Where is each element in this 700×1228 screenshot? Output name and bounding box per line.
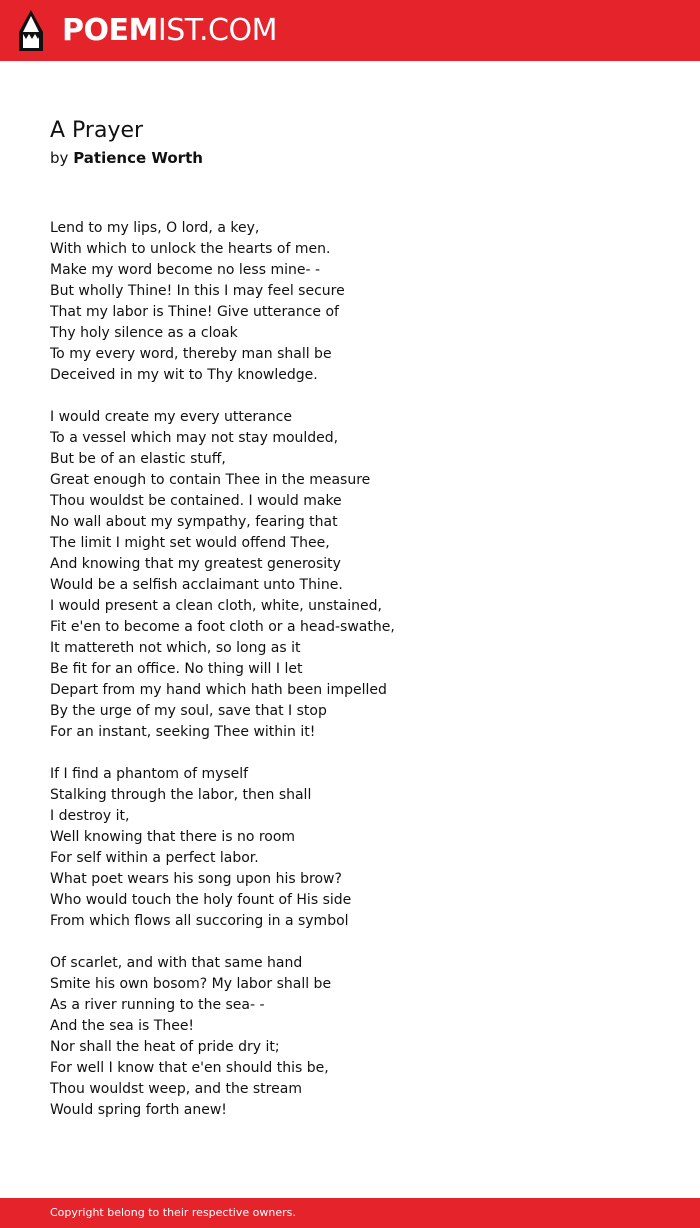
poem-line: The limit I might set would offend Thee, <box>50 535 330 551</box>
stanza <box>50 953 670 1121</box>
poem-line: What poet wears his song upon his brow? <box>50 871 342 887</box>
poem-line: No wall about my sympathy, fearing that <box>50 514 338 530</box>
poem-line: Thou wouldst weep, and the stream <box>50 1081 302 1097</box>
site-footer <box>0 1198 700 1228</box>
logo-bold-text: POEM <box>62 13 158 48</box>
poem-line: Would be a selfish acclaimant unto Thine. <box>50 577 343 593</box>
poem-line: With which to unlock the hearts of men. <box>50 241 331 257</box>
poem-line: To a vessel which may not stay moulded, <box>50 430 339 446</box>
poem-line: For self within a perfect labor. <box>50 850 259 866</box>
poem-line: I would present a clean cloth, white, unstained, <box>50 598 382 614</box>
pencil-nib-icon[interactable] <box>18 10 44 51</box>
stanza <box>50 407 670 743</box>
poem-line: Nor shall the heat of pride dry it; <box>50 1039 280 1055</box>
poem-line: Great enough to contain Thee in the measure <box>50 472 371 488</box>
poem-line: I destroy it, <box>50 808 130 824</box>
poem-line: Lend to my lips, O lord, a key, <box>50 220 260 236</box>
poem-body <box>50 218 670 1142</box>
poem-line: Fit e'en to become a foot cloth or a head-swathe, <box>50 619 395 635</box>
site-header <box>0 0 700 61</box>
poem-line: But wholly Thine! In this I may feel secure <box>50 283 345 299</box>
poem-line: Thou wouldst be contained. I would make <box>50 493 342 509</box>
poem-line: Be fit for an office. No thing will I let <box>50 661 303 677</box>
poem-line: It mattereth not which, so long as it <box>50 640 301 656</box>
poem-line: Thy holy silence as a cloak <box>50 325 238 341</box>
poem-line: Smite his own bosom? My labor shall be <box>50 976 332 992</box>
poem-line: Deceived in my wit to Thy knowledge. <box>50 367 318 383</box>
poem-title: A Prayer <box>50 118 144 143</box>
poem-line: Who would touch the holy fount of His side <box>50 892 352 908</box>
poem-line: Depart from my hand which hath been impelled <box>50 682 387 698</box>
poem-line: And knowing that my greatest generosity <box>50 556 341 572</box>
poem-line: For well I know that e'en should this be, <box>50 1060 329 1076</box>
poem-line: And the sea is Thee! <box>50 1018 195 1034</box>
copyright-notice: Copyright belong to their respective owners. <box>50 1206 296 1219</box>
poem-line: That my labor is Thine! Give utterance of <box>50 304 339 320</box>
poem-line: Would spring forth anew! <box>50 1102 227 1118</box>
byline <box>50 148 203 169</box>
poem-line: From which flows all succoring in a symbol <box>50 913 349 929</box>
site-logo[interactable] <box>62 13 277 49</box>
poem-line: I would create my every utterance <box>50 409 292 425</box>
poem-line: As a river running to the sea- - <box>50 997 265 1013</box>
logo-light-text: IST.COM <box>157 13 277 48</box>
author-name[interactable]: Patience Worth <box>73 149 203 167</box>
poem-line: Of scarlet, and with that same hand <box>50 955 303 971</box>
stanza <box>50 764 670 932</box>
stanza <box>50 218 670 386</box>
poem-line: But be of an elastic stuff, <box>50 451 226 467</box>
poem-line: By the urge of my soul, save that I stop <box>50 703 327 719</box>
byline-prefix: by <box>50 149 69 167</box>
poem-line: If I find a phantom of myself <box>50 766 249 782</box>
poem-line: Make my word become no less mine- - <box>50 262 321 278</box>
poem-line: Well knowing that there is no room <box>50 829 296 845</box>
poem-line: To my every word, thereby man shall be <box>50 346 332 362</box>
poem-line: For an instant, seeking Thee within it! <box>50 724 316 740</box>
poem-line: Stalking through the labor, then shall <box>50 787 312 803</box>
